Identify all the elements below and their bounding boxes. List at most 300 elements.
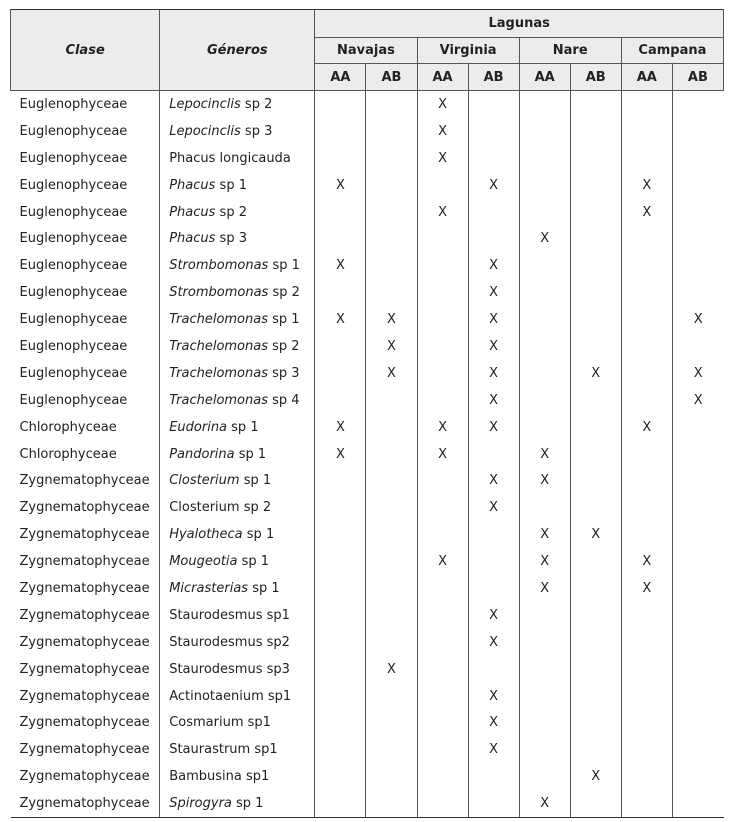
presence-cell <box>519 360 570 387</box>
genus-name: Trachelomonas <box>169 338 268 354</box>
species-label: sp 2 <box>215 204 247 220</box>
presence-cell <box>417 763 468 790</box>
header-group-navajas: Navajas <box>315 38 417 64</box>
presence-cell <box>468 575 519 602</box>
genus-name: Phacus <box>169 231 216 247</box>
presence-cell <box>366 225 417 252</box>
header-sub-virginia-ab: AB <box>468 64 519 91</box>
table-row <box>11 629 724 656</box>
table-row <box>11 333 724 360</box>
presence-cell <box>621 91 672 118</box>
presence-cell <box>672 656 723 683</box>
presence-cell <box>468 225 519 252</box>
presence-cell: X <box>468 414 519 441</box>
presence-cell <box>315 118 366 145</box>
presence-cell: X <box>468 279 519 306</box>
presence-cell <box>621 494 672 521</box>
presence-cell <box>672 199 723 226</box>
presence-cell <box>570 199 621 226</box>
presence-cell <box>672 225 723 252</box>
presence-cell <box>315 467 366 494</box>
presence-cell: X <box>519 521 570 548</box>
presence-cell: X <box>519 575 570 602</box>
presence-cell <box>570 790 621 817</box>
presence-cell <box>621 521 672 548</box>
table-row <box>11 656 724 683</box>
presence-cell <box>468 118 519 145</box>
presence-cell <box>519 629 570 656</box>
genus-name: Phacus <box>169 177 216 193</box>
presence-cell: X <box>468 252 519 279</box>
table-row <box>11 414 724 441</box>
cell-clase: Euglenophyceae <box>19 204 128 220</box>
header-lagunas: Lagunas <box>315 10 724 38</box>
cell-clase: Zygnematophyceae <box>19 634 150 650</box>
genus-name: Trachelomonas <box>169 392 268 408</box>
species-label: Closterium sp 2 <box>169 500 272 516</box>
presence-cell <box>417 306 468 333</box>
cell-genero <box>160 656 315 683</box>
presence-cell <box>417 172 468 199</box>
presence-cell <box>672 118 723 145</box>
cell-clase: Chlorophyceae <box>19 419 117 435</box>
presence-cell <box>315 199 366 226</box>
presence-cell <box>519 252 570 279</box>
species-table-container <box>10 9 724 818</box>
presence-cell: X <box>315 172 366 199</box>
table-row <box>11 790 724 817</box>
presence-cell <box>672 441 723 468</box>
presence-cell <box>621 225 672 252</box>
presence-cell <box>621 763 672 790</box>
presence-cell <box>315 91 366 118</box>
presence-cell <box>570 252 621 279</box>
cell-genero <box>160 494 315 521</box>
genus-name: Trachelomonas <box>169 312 268 328</box>
presence-cell: X <box>621 575 672 602</box>
presence-cell <box>570 225 621 252</box>
genus-name: Eudorina <box>169 419 228 435</box>
presence-cell <box>315 629 366 656</box>
table-row <box>11 279 724 306</box>
presence-cell <box>621 683 672 710</box>
presence-cell <box>672 91 723 118</box>
cell-clase: Euglenophyceae <box>19 285 128 301</box>
cell-genero <box>160 252 315 279</box>
cell-clase: Euglenophyceae <box>19 338 128 354</box>
cell-genero <box>160 763 315 790</box>
presence-cell <box>570 548 621 575</box>
presence-cell <box>672 683 723 710</box>
presence-cell <box>315 709 366 736</box>
presence-cell: X <box>519 441 570 468</box>
cell-genero <box>160 575 315 602</box>
cell-genero <box>160 548 315 575</box>
cell-clase: Euglenophyceae <box>19 231 128 247</box>
presence-cell <box>570 387 621 414</box>
presence-cell <box>519 118 570 145</box>
presence-cell <box>570 602 621 629</box>
presence-cell <box>366 252 417 279</box>
cell-genero <box>160 441 315 468</box>
presence-cell: X <box>672 306 723 333</box>
presence-cell <box>315 494 366 521</box>
presence-cell: X <box>621 414 672 441</box>
presence-cell <box>570 333 621 360</box>
species-label: Staurodesmus sp1 <box>169 607 290 623</box>
presence-cell <box>468 145 519 172</box>
cell-genero <box>160 414 315 441</box>
cell-clase: Zygnematophyceae <box>19 580 150 596</box>
table-row <box>11 91 724 118</box>
presence-cell <box>570 279 621 306</box>
presence-cell <box>366 790 417 817</box>
species-label: sp 3 <box>268 365 300 381</box>
cell-genero <box>160 279 315 306</box>
presence-cell <box>519 736 570 763</box>
presence-cell <box>366 414 417 441</box>
species-label: Staurodesmus sp2 <box>169 634 290 650</box>
cell-clase: Euglenophyceae <box>19 312 128 328</box>
presence-cell: X <box>468 709 519 736</box>
presence-cell <box>672 548 723 575</box>
presence-cell <box>672 172 723 199</box>
cell-clase: Euglenophyceae <box>19 392 128 408</box>
presence-cell <box>570 91 621 118</box>
presence-cell <box>366 709 417 736</box>
presence-cell: X <box>468 360 519 387</box>
presence-cell: X <box>519 790 570 817</box>
species-label: sp 2 <box>268 338 300 354</box>
cell-genero <box>160 387 315 414</box>
header-generos: Géneros <box>160 10 315 91</box>
presence-cell <box>621 387 672 414</box>
species-label: sp 1 <box>234 446 267 462</box>
species-label: sp 3 <box>240 123 273 139</box>
table-row <box>11 521 724 548</box>
presence-cell: X <box>621 172 672 199</box>
cell-clase: Zygnematophyceae <box>19 527 150 543</box>
presence-cell: X <box>315 306 366 333</box>
presence-cell <box>519 656 570 683</box>
presence-cell <box>366 736 417 763</box>
species-label: sp 2 <box>268 285 300 301</box>
presence-cell <box>621 279 672 306</box>
presence-cell: X <box>468 494 519 521</box>
cell-genero <box>160 172 315 199</box>
presence-cell <box>366 548 417 575</box>
presence-cell: X <box>468 629 519 656</box>
presence-cell <box>519 145 570 172</box>
presence-cell <box>417 333 468 360</box>
presence-cell <box>315 333 366 360</box>
presence-cell <box>315 360 366 387</box>
cell-clase: Chlorophyceae <box>19 446 117 462</box>
presence-cell: X <box>621 199 672 226</box>
presence-cell <box>315 387 366 414</box>
presence-cell <box>315 225 366 252</box>
header-sub-virginia-aa: AA <box>417 64 468 91</box>
presence-cell <box>570 145 621 172</box>
cell-clase: Zygnematophyceae <box>19 769 150 785</box>
cell-genero <box>160 602 315 629</box>
cell-genero <box>160 360 315 387</box>
table-row <box>11 548 724 575</box>
presence-cell <box>417 790 468 817</box>
cell-clase: Zygnematophyceae <box>19 715 150 731</box>
presence-cell <box>519 306 570 333</box>
presence-cell: X <box>519 548 570 575</box>
presence-cell <box>366 629 417 656</box>
presence-cell <box>417 467 468 494</box>
presence-cell <box>621 709 672 736</box>
header-sub-campana-aa: AA <box>621 64 672 91</box>
cell-genero <box>160 683 315 710</box>
presence-cell <box>468 521 519 548</box>
cell-clase: Zygnematophyceae <box>19 607 150 623</box>
presence-cell <box>417 709 468 736</box>
presence-cell <box>366 91 417 118</box>
presence-cell <box>468 91 519 118</box>
presence-cell <box>315 736 366 763</box>
presence-cell: X <box>417 118 468 145</box>
table-row <box>11 172 724 199</box>
presence-cell <box>417 279 468 306</box>
table-row <box>11 602 724 629</box>
presence-cell <box>315 656 366 683</box>
table-row <box>11 467 724 494</box>
presence-cell <box>621 306 672 333</box>
presence-cell <box>417 494 468 521</box>
species-label: Bambusina sp1 <box>169 769 270 785</box>
presence-cell <box>366 763 417 790</box>
presence-cell <box>417 575 468 602</box>
presence-cell <box>570 441 621 468</box>
presence-cell <box>519 199 570 226</box>
header-sub-nare-ab: AB <box>570 64 621 91</box>
presence-cell <box>417 225 468 252</box>
presence-cell: X <box>366 656 417 683</box>
table-row <box>11 118 724 145</box>
table-body <box>11 91 724 818</box>
presence-cell <box>570 709 621 736</box>
presence-cell: X <box>570 521 621 548</box>
presence-cell <box>519 91 570 118</box>
presence-cell <box>672 333 723 360</box>
presence-cell <box>672 736 723 763</box>
table-row <box>11 763 724 790</box>
presence-cell <box>366 602 417 629</box>
cell-clase: Zygnematophyceae <box>19 473 150 489</box>
presence-cell <box>417 602 468 629</box>
presence-cell: X <box>519 467 570 494</box>
presence-cell: X <box>468 172 519 199</box>
table-row <box>11 494 724 521</box>
table-row <box>11 199 724 226</box>
presence-cell: X <box>672 387 723 414</box>
cell-clase: Zygnematophyceae <box>19 688 150 704</box>
presence-cell <box>519 333 570 360</box>
species-label: sp 1 <box>268 312 300 328</box>
presence-cell <box>315 763 366 790</box>
species-label: sp 1 <box>215 177 247 193</box>
presence-cell: X <box>366 306 417 333</box>
header-sub-campana-ab: AB <box>672 64 723 91</box>
presence-cell: X <box>570 360 621 387</box>
header-sub-navajas-ab: AB <box>366 64 417 91</box>
presence-cell: X <box>315 252 366 279</box>
presence-cell: X <box>468 467 519 494</box>
presence-cell <box>519 279 570 306</box>
table-row <box>11 709 724 736</box>
presence-cell <box>417 360 468 387</box>
presence-cell <box>621 656 672 683</box>
presence-cell: X <box>468 333 519 360</box>
presence-cell <box>519 763 570 790</box>
presence-cell <box>417 252 468 279</box>
genus-name: Strombomonas <box>169 285 269 301</box>
cell-genero <box>160 91 315 118</box>
presence-cell <box>366 441 417 468</box>
presence-cell <box>315 521 366 548</box>
genus-name: Pandorina <box>169 446 235 462</box>
presence-cell <box>672 145 723 172</box>
presence-cell <box>417 629 468 656</box>
presence-cell: X <box>417 145 468 172</box>
genus-name: Lepocinclis <box>169 96 241 112</box>
cell-clase: Zygnematophyceae <box>11 790 160 817</box>
species-label: sp 1 <box>242 527 275 543</box>
presence-cell <box>672 521 723 548</box>
presence-cell: X <box>366 360 417 387</box>
species-label: Actinotaenium sp1 <box>169 688 292 704</box>
presence-cell <box>468 199 519 226</box>
table-row <box>11 575 724 602</box>
presence-cell <box>519 602 570 629</box>
presence-cell <box>672 709 723 736</box>
cell-clase: Zygnematophyceae <box>19 554 150 570</box>
presence-cell <box>519 709 570 736</box>
presence-cell <box>672 629 723 656</box>
presence-cell <box>366 199 417 226</box>
presence-cell <box>315 279 366 306</box>
presence-cell <box>366 118 417 145</box>
presence-cell <box>621 252 672 279</box>
species-label: sp 1 <box>227 419 259 435</box>
presence-cell <box>366 387 417 414</box>
table-row <box>11 306 724 333</box>
cell-clase: Euglenophyceae <box>19 96 128 112</box>
species-label: sp 4 <box>268 392 300 408</box>
presence-cell <box>315 145 366 172</box>
presence-cell <box>621 118 672 145</box>
presence-cell <box>468 548 519 575</box>
presence-cell <box>621 467 672 494</box>
cell-genero <box>160 225 315 252</box>
presence-cell <box>672 494 723 521</box>
species-label: sp 1 <box>239 473 272 489</box>
cell-genero <box>160 709 315 736</box>
header-clase: Clase <box>11 10 160 91</box>
presence-cell: X <box>417 548 468 575</box>
genus-name: Spirogyra <box>169 796 232 812</box>
presence-cell <box>570 683 621 710</box>
cell-genero <box>160 736 315 763</box>
presence-cell <box>621 145 672 172</box>
presence-cell <box>468 441 519 468</box>
header-group-campana: Campana <box>621 38 723 64</box>
presence-cell <box>672 575 723 602</box>
presence-cell <box>570 306 621 333</box>
table-row <box>11 683 724 710</box>
presence-cell <box>519 172 570 199</box>
species-label: Phacus longicauda <box>169 150 291 166</box>
genus-name: Lepocinclis <box>169 123 241 139</box>
species-label: sp 2 <box>240 96 273 112</box>
presence-cell <box>417 736 468 763</box>
cell-clase: Zygnematophyceae <box>19 661 150 677</box>
genus-name: Hyalotheca <box>169 527 243 543</box>
table-row <box>11 360 724 387</box>
presence-cell <box>468 656 519 683</box>
presence-cell <box>315 790 366 817</box>
presence-cell <box>417 683 468 710</box>
presence-cell <box>672 602 723 629</box>
presence-cell <box>570 118 621 145</box>
presence-cell <box>621 441 672 468</box>
presence-cell <box>672 279 723 306</box>
presence-cell <box>672 414 723 441</box>
table-row <box>11 441 724 468</box>
genus-name: Strombomonas <box>169 258 269 274</box>
cell-genero <box>160 118 315 145</box>
presence-cell <box>621 736 672 763</box>
presence-cell <box>366 172 417 199</box>
presence-cell: X <box>315 441 366 468</box>
cell-clase: Euglenophyceae <box>19 123 128 139</box>
species-label: Cosmarium sp1 <box>169 715 271 731</box>
presence-cell <box>366 467 417 494</box>
table-row <box>11 736 724 763</box>
cell-genero <box>160 333 315 360</box>
species-label: sp 1 <box>237 554 270 570</box>
presence-cell <box>366 521 417 548</box>
presence-cell <box>519 387 570 414</box>
presence-cell: X <box>315 414 366 441</box>
presence-cell: X <box>417 414 468 441</box>
presence-cell <box>366 683 417 710</box>
presence-cell <box>621 629 672 656</box>
presence-cell <box>417 521 468 548</box>
presence-cell <box>621 360 672 387</box>
presence-cell: X <box>570 763 621 790</box>
presence-cell: X <box>417 91 468 118</box>
presence-cell <box>570 172 621 199</box>
cell-clase: Zygnematophyceae <box>19 742 150 758</box>
species-label: sp 1 <box>231 796 264 812</box>
presence-cell <box>672 252 723 279</box>
presence-cell: X <box>468 683 519 710</box>
presence-cell <box>417 387 468 414</box>
presence-cell <box>315 602 366 629</box>
presence-cell <box>621 333 672 360</box>
presence-cell <box>315 575 366 602</box>
species-label: sp 1 <box>248 580 280 596</box>
presence-cell: X <box>468 736 519 763</box>
table-row <box>11 225 724 252</box>
header-sub-nare-aa: AA <box>519 64 570 91</box>
presence-cell <box>366 494 417 521</box>
